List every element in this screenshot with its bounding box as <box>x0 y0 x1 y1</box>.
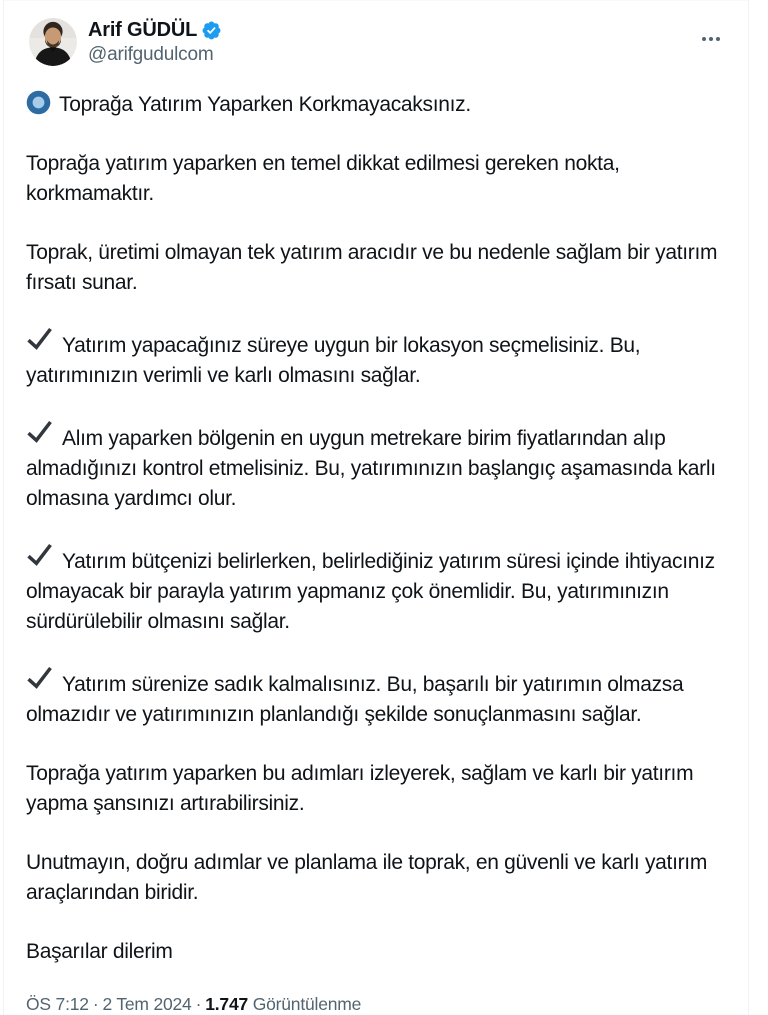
tweet-paragraph <box>26 937 726 967</box>
views-count: 1.747 <box>205 994 249 1014</box>
author-name-row <box>88 19 696 42</box>
tweet-date: 2 Tem 2024 <box>102 994 192 1014</box>
paragraph-text: Alım yaparken bölgenin en uygun metrekare birim fiyatlarından alıp almadığınızı kontrol etmelisiniz. Bu, yatırımınızın başlangıç aşamasında karlı olmasına yardımcı olur. <box>26 427 716 510</box>
tweet-header <box>4 1 748 66</box>
tweet-paragraphs <box>26 149 726 967</box>
tweet-paragraph <box>26 149 726 209</box>
tweet-paragraph <box>26 543 726 637</box>
author-name[interactable]: Arif GÜDÜL <box>88 19 198 41</box>
tweet-title-line <box>26 90 726 120</box>
tweet-detail-card <box>3 0 749 1015</box>
paragraph-text: Toprağa yatırım yaparken bu adımları izleyerek, sağlam ve karlı bir yatırım yapma şansınızı artırabilirsiniz. <box>26 762 694 815</box>
avatar-image <box>29 18 77 66</box>
paragraph-text: Yatırım sürenize sadık kalmalısınız. Bu, başarılı bir yatırımın olmazsa olmazıdır ve yatırımınızın planlandığı şekilde sonuçlanmasını sağlar. <box>26 673 684 726</box>
separator-dot: · <box>195 994 202 1014</box>
paragraph-text: Yatırım yapacağınız süreye uygun bir lokasyon seçmelisiniz. Bu, yatırımınızın verimli ve karlı olmasını sağlar. <box>26 334 641 387</box>
check-mark-icon <box>26 666 53 694</box>
author-handle[interactable]: @arifgudulcom <box>88 44 214 65</box>
more-icon <box>700 28 722 50</box>
views-label: Görüntülenme <box>252 994 362 1014</box>
tweet-paragraph <box>26 238 726 298</box>
avatar[interactable] <box>29 18 77 66</box>
paragraph-text: Toprağa yatırım yaparken en temel dikkat edilmesi gereken nokta, korkmamaktır. <box>26 152 620 205</box>
author-block <box>88 18 696 66</box>
tweet-time: ÖS 7:12 <box>26 994 89 1014</box>
tweet-text <box>4 90 748 967</box>
paragraph-text: Unutmayın, doğru adımlar ve planlama ile toprak, en güvenli ve karlı yatırım araçlarından biridir. <box>26 851 708 904</box>
check-mark-icon <box>26 420 53 448</box>
radio-button-icon <box>26 90 51 115</box>
tweet-paragraph <box>26 666 726 730</box>
more-button[interactable] <box>696 24 726 54</box>
tweet-paragraph <box>26 759 726 819</box>
tweet-paragraph <box>26 327 726 391</box>
tweet-title-text: Toprağa Yatırım Yaparken Korkmayacaksınız. <box>59 93 471 116</box>
tweet-paragraph <box>26 848 726 908</box>
check-mark-icon <box>26 327 53 355</box>
tweet-timestamp-row[interactable] <box>4 994 748 1015</box>
separator-dot: · <box>92 994 99 1014</box>
paragraph-text: Başarılar dilerim <box>26 940 173 963</box>
verified-badge-icon <box>201 20 222 41</box>
check-mark-icon <box>26 543 53 571</box>
paragraph-text: Toprak, üretimi olmayan tek yatırım aracıdır ve bu nedenle sağlam bir yatırım fırsatı sunar. <box>26 241 718 294</box>
tweet-paragraph <box>26 420 726 514</box>
paragraph-text: Yatırım bütçenizi belirlerken, belirlediğiniz yatırım süresi içinde ihtiyacınız olmayacak bir parayla yatırım yapmanız çok önemlidir. Bu, yatırımınızın sürdürülebilir olmasını sağlar. <box>26 550 715 633</box>
